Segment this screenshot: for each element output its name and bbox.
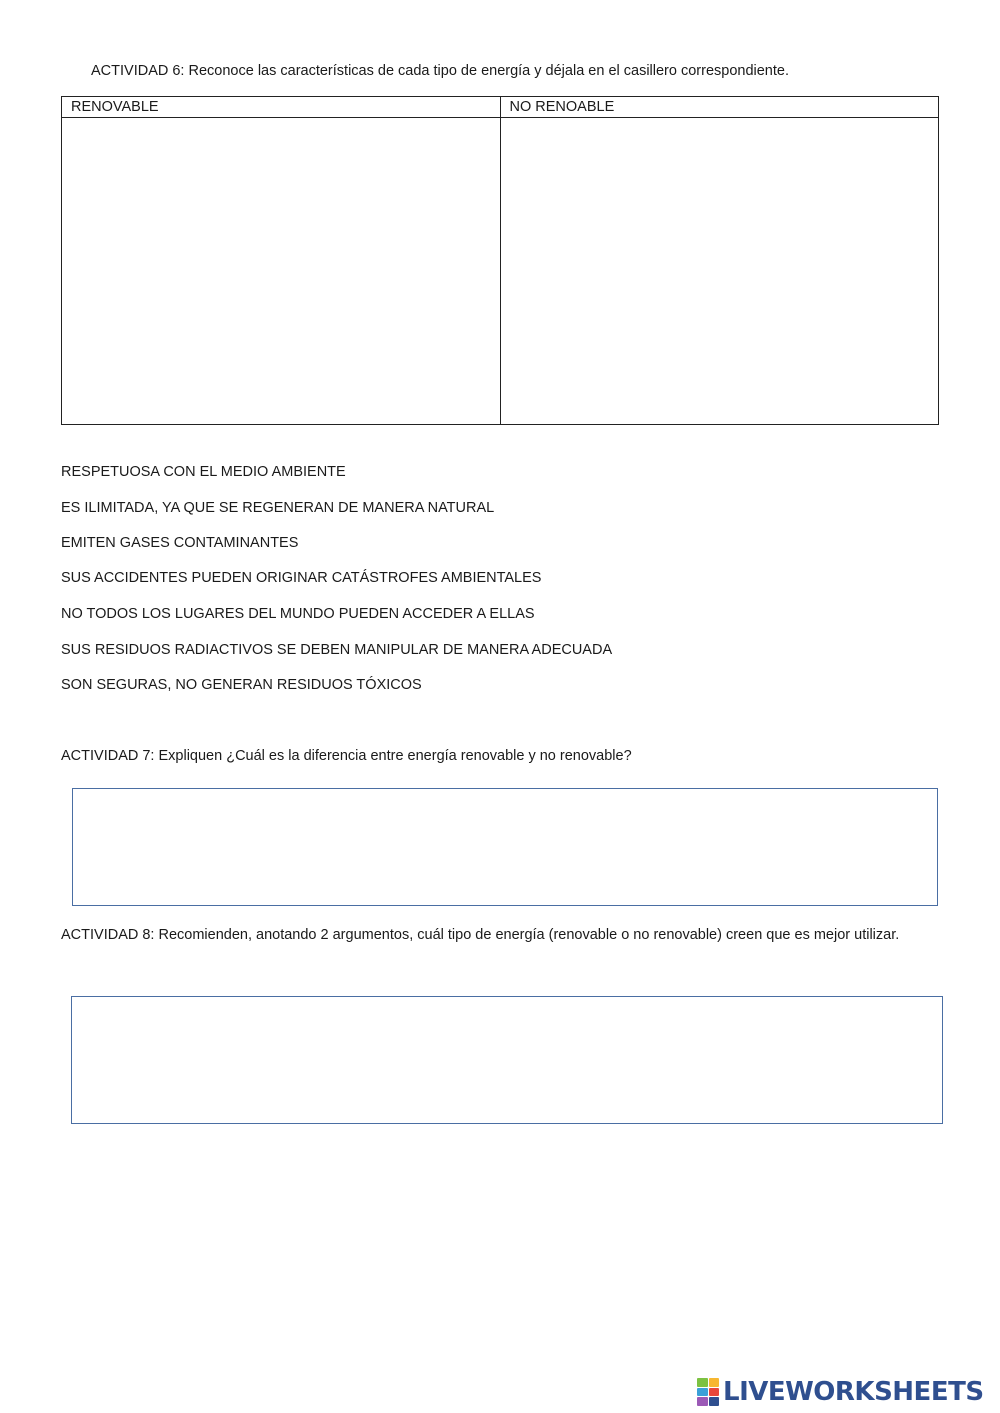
activity-6-title: ACTIVIDAD 6: Reconoce las características de cada tipo de energía y déjala en el casillero correspondiente. [91, 63, 789, 79]
draggable-statement[interactable]: RESPETUOSA CON EL MEDIO AMBIENTE [61, 464, 346, 480]
draggable-statement[interactable]: SUS ACCIDENTES PUEDEN ORIGINAR CATÁSTROFES AMBIENTALES [61, 570, 542, 586]
draggable-statement[interactable]: SUS RESIDUOS RADIACTIVOS SE DEBEN MANIPULAR DE MANERA ADECUADA [61, 642, 613, 658]
drop-zone-no-renovable[interactable] [501, 118, 939, 424]
sorting-table [61, 96, 939, 425]
column-header-renovable: RENOVABLE [62, 97, 500, 118]
activity-7-answer-box[interactable] [72, 788, 938, 906]
draggable-statement[interactable]: NO TODOS LOS LUGARES DEL MUNDO PUEDEN ACCEDER A ELLAS [61, 606, 535, 622]
draggable-statement[interactable]: EMITEN GASES CONTAMINANTES [61, 535, 299, 551]
column-no-renovable [501, 97, 939, 424]
draggable-statement[interactable]: SON SEGURAS, NO GENERAN RESIDUOS TÓXICOS [61, 677, 422, 693]
activity-8-title: ACTIVIDAD 8: Recomienden, anotando 2 argumentos, cuál tipo de energía (renovable o no renovable) creen que es mejor utilizar. [61, 927, 900, 943]
drop-zone-renovable[interactable] [62, 118, 500, 424]
draggable-statement[interactable]: ES ILIMITADA, YA QUE SE REGENERAN DE MANERA NATURAL [61, 500, 495, 516]
liveworksheets-logo-icon [697, 1378, 719, 1406]
activity-7-title: ACTIVIDAD 7: Expliquen ¿Cuál es la diferencia entre energía renovable y no renovable? [61, 748, 632, 764]
column-renovable [62, 97, 501, 424]
column-header-no-renovable: NO RENOABLE [501, 97, 939, 118]
activity-8-answer-box[interactable] [71, 996, 943, 1124]
liveworksheets-wordmark: LIVEWORKSHEETS [723, 1377, 984, 1407]
liveworksheets-brand [697, 1377, 984, 1407]
